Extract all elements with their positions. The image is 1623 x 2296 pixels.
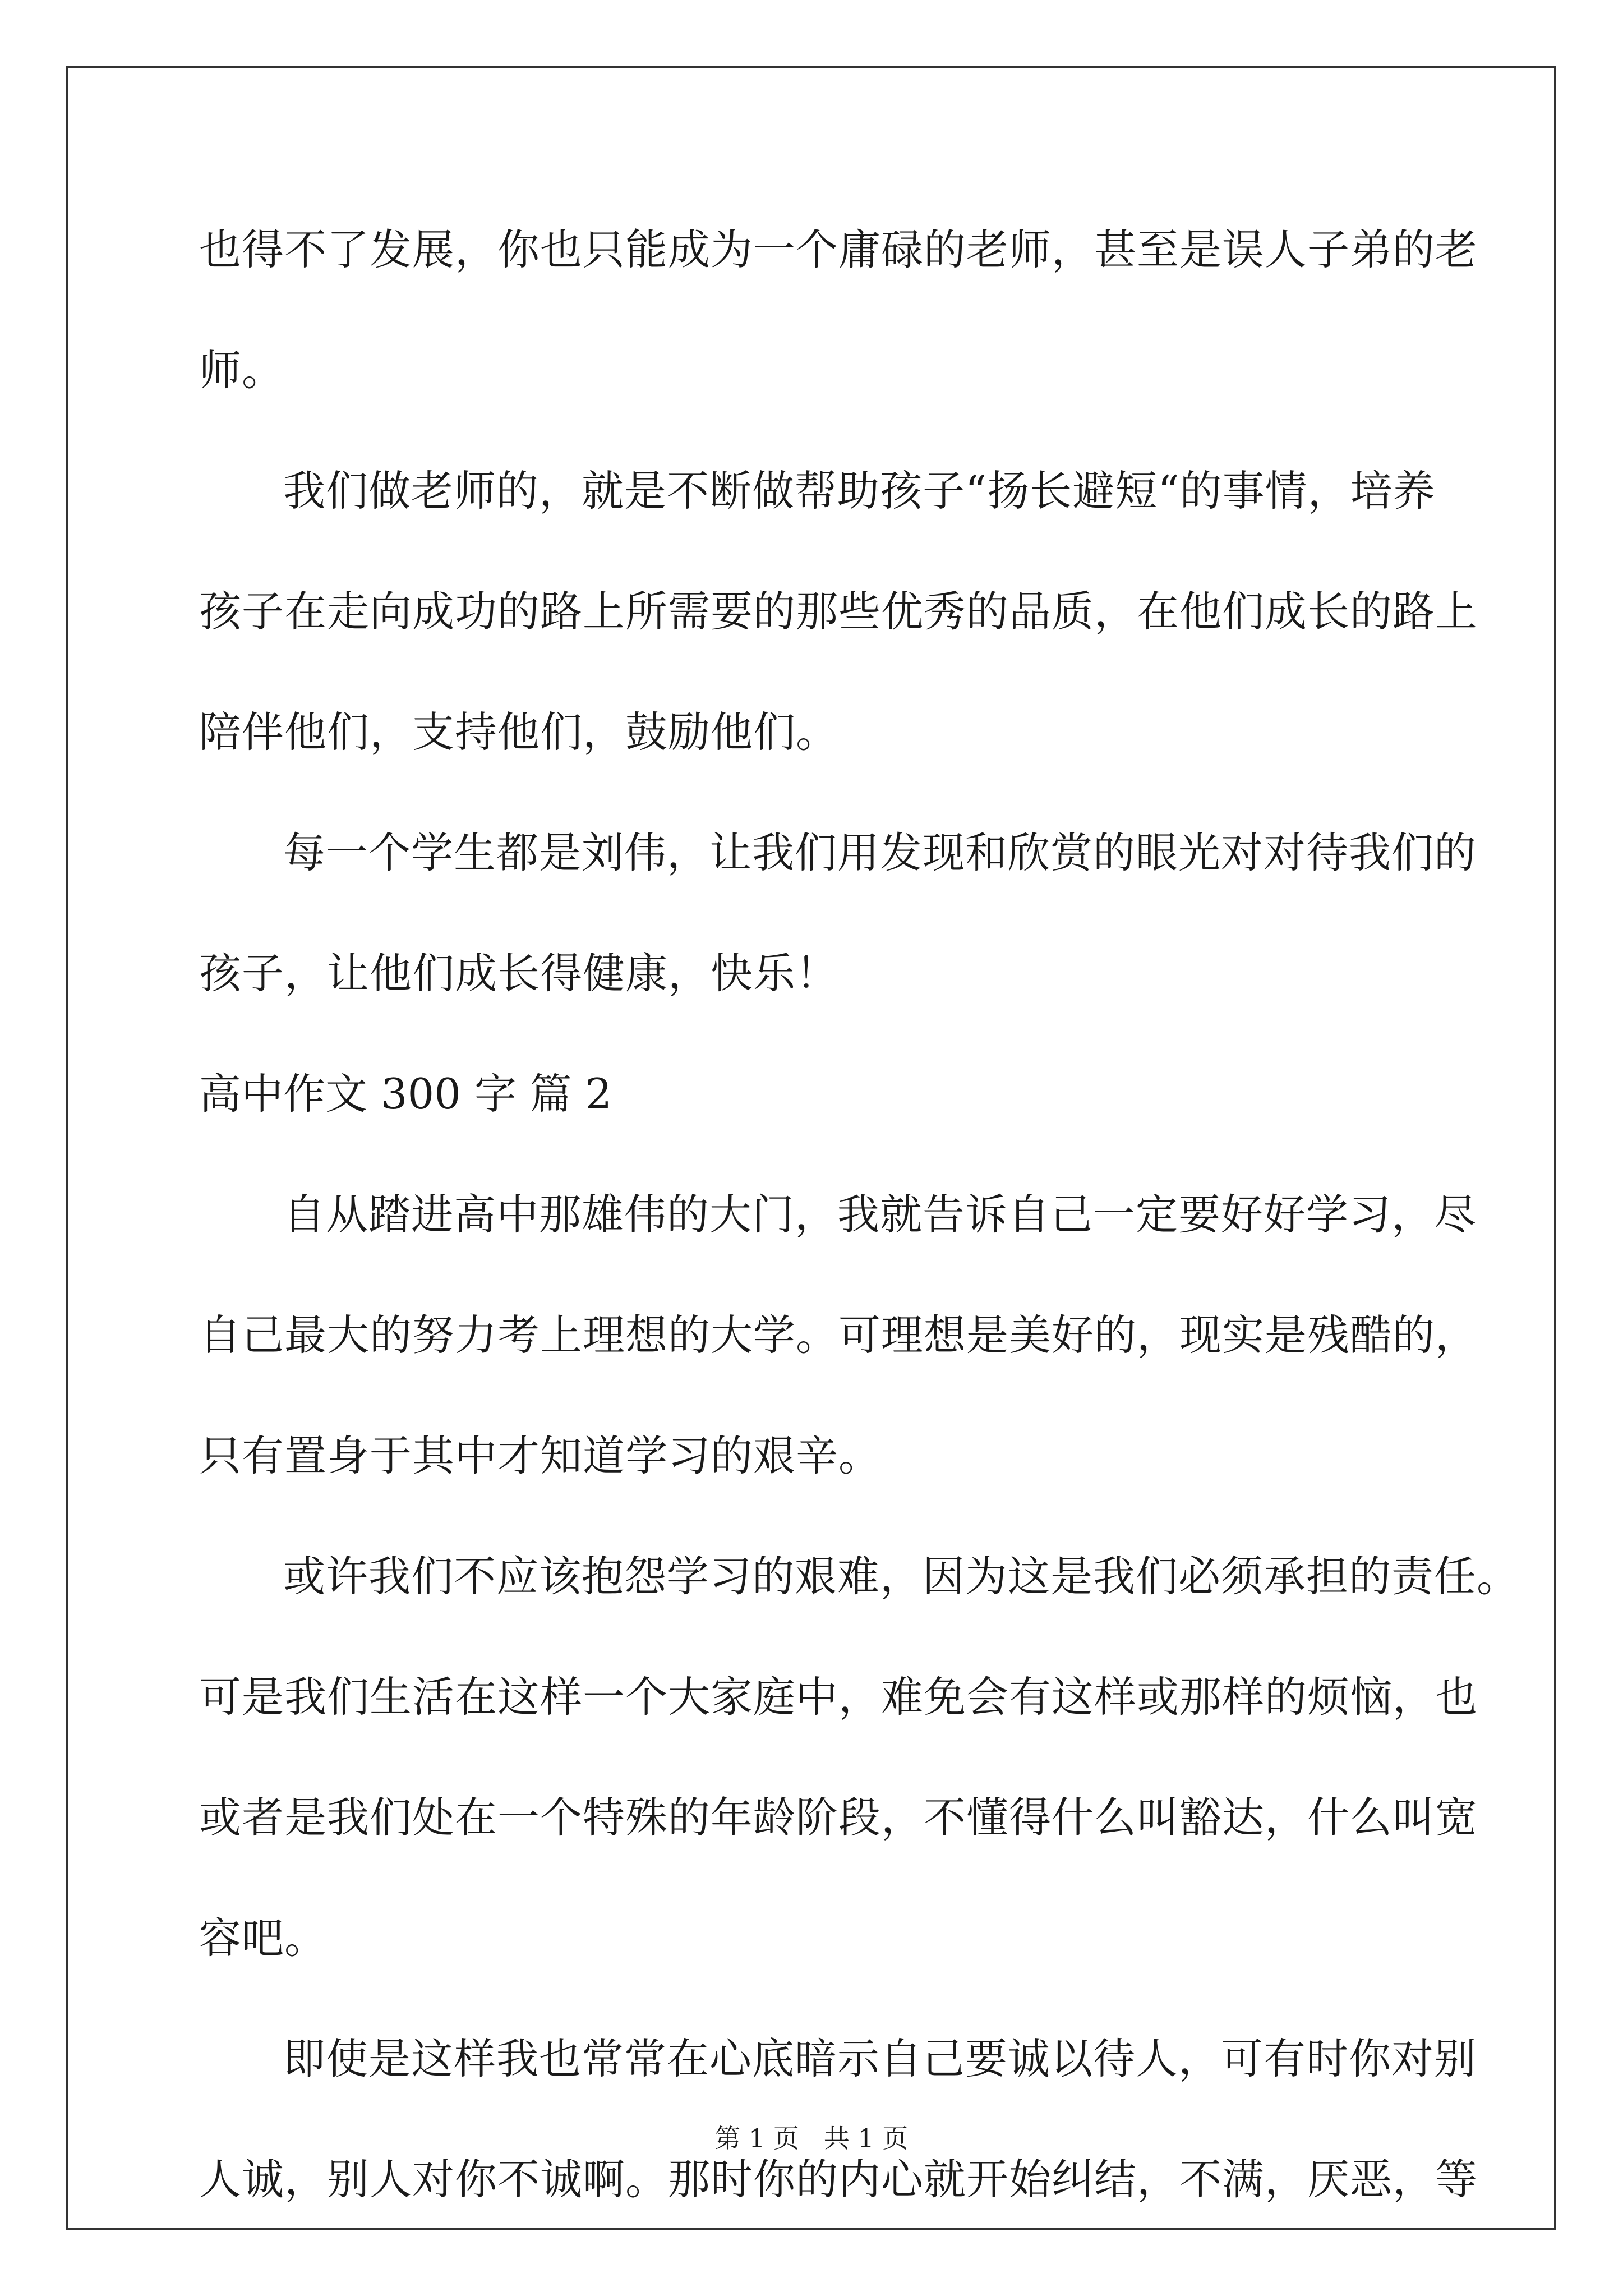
section-heading: 高中作文 300 字 篇 2 xyxy=(199,1069,612,1119)
text-line: 即使是这样我也常常在心底暗示自己要诚以待人，可有时你对别 xyxy=(283,2034,1477,2083)
text-line: 自从踏进高中那雄伟的大门，我就告诉自己一定要好好学习，尽 xyxy=(283,1190,1477,1239)
text-line: 师。 xyxy=(199,346,285,395)
page-footer: 第 1 页 共 1 页 xyxy=(714,2123,909,2154)
text-line: 自己最大的努力考上理想的大学。可理想是美好的，现实是残酷的， xyxy=(199,1310,1478,1360)
document-body xyxy=(199,208,1520,2258)
text-line: 也得不了发展，你也只能成为一个庸碌的老师，甚至是误人子弟的老 xyxy=(199,225,1478,274)
text-line: 陪伴他们，支持他们，鼓励他们。 xyxy=(199,707,839,757)
text-line: 只有置身于其中才知道学习的艰辛。 xyxy=(199,1431,882,1480)
text-line: 我们做老师的，就是不断做帮助孩子“扬长避短“的事情，培养 xyxy=(283,466,1436,516)
text-line: 或者是我们处在一个特殊的年龄阶段，不懂得什么叫豁达，什么叫宽 xyxy=(199,1793,1478,1842)
text-line: 或许我们不应该抱怨学习的艰难，因为这是我们必须承担的责任。 xyxy=(283,1552,1520,1601)
text-line: 可是我们生活在这样一个大家庭中，难免会有这样或那样的烦恼，也 xyxy=(199,1672,1478,1722)
text-line: 孩子，让他们成长得健康，快乐！ xyxy=(199,949,839,998)
text-line: 孩子在走向成功的路上所需要的那些优秀的品质，在他们成长的路上 xyxy=(199,587,1478,636)
text-line: 人诚，别人对你不诚啊。那时你的内心就开始纠结，不满，厌恶，等 xyxy=(199,2155,1478,2204)
text-line: 每一个学生都是刘伟，让我们用发现和欣赏的眼光对对待我们的 xyxy=(283,828,1477,877)
text-line: 容吧。 xyxy=(199,1913,328,1963)
